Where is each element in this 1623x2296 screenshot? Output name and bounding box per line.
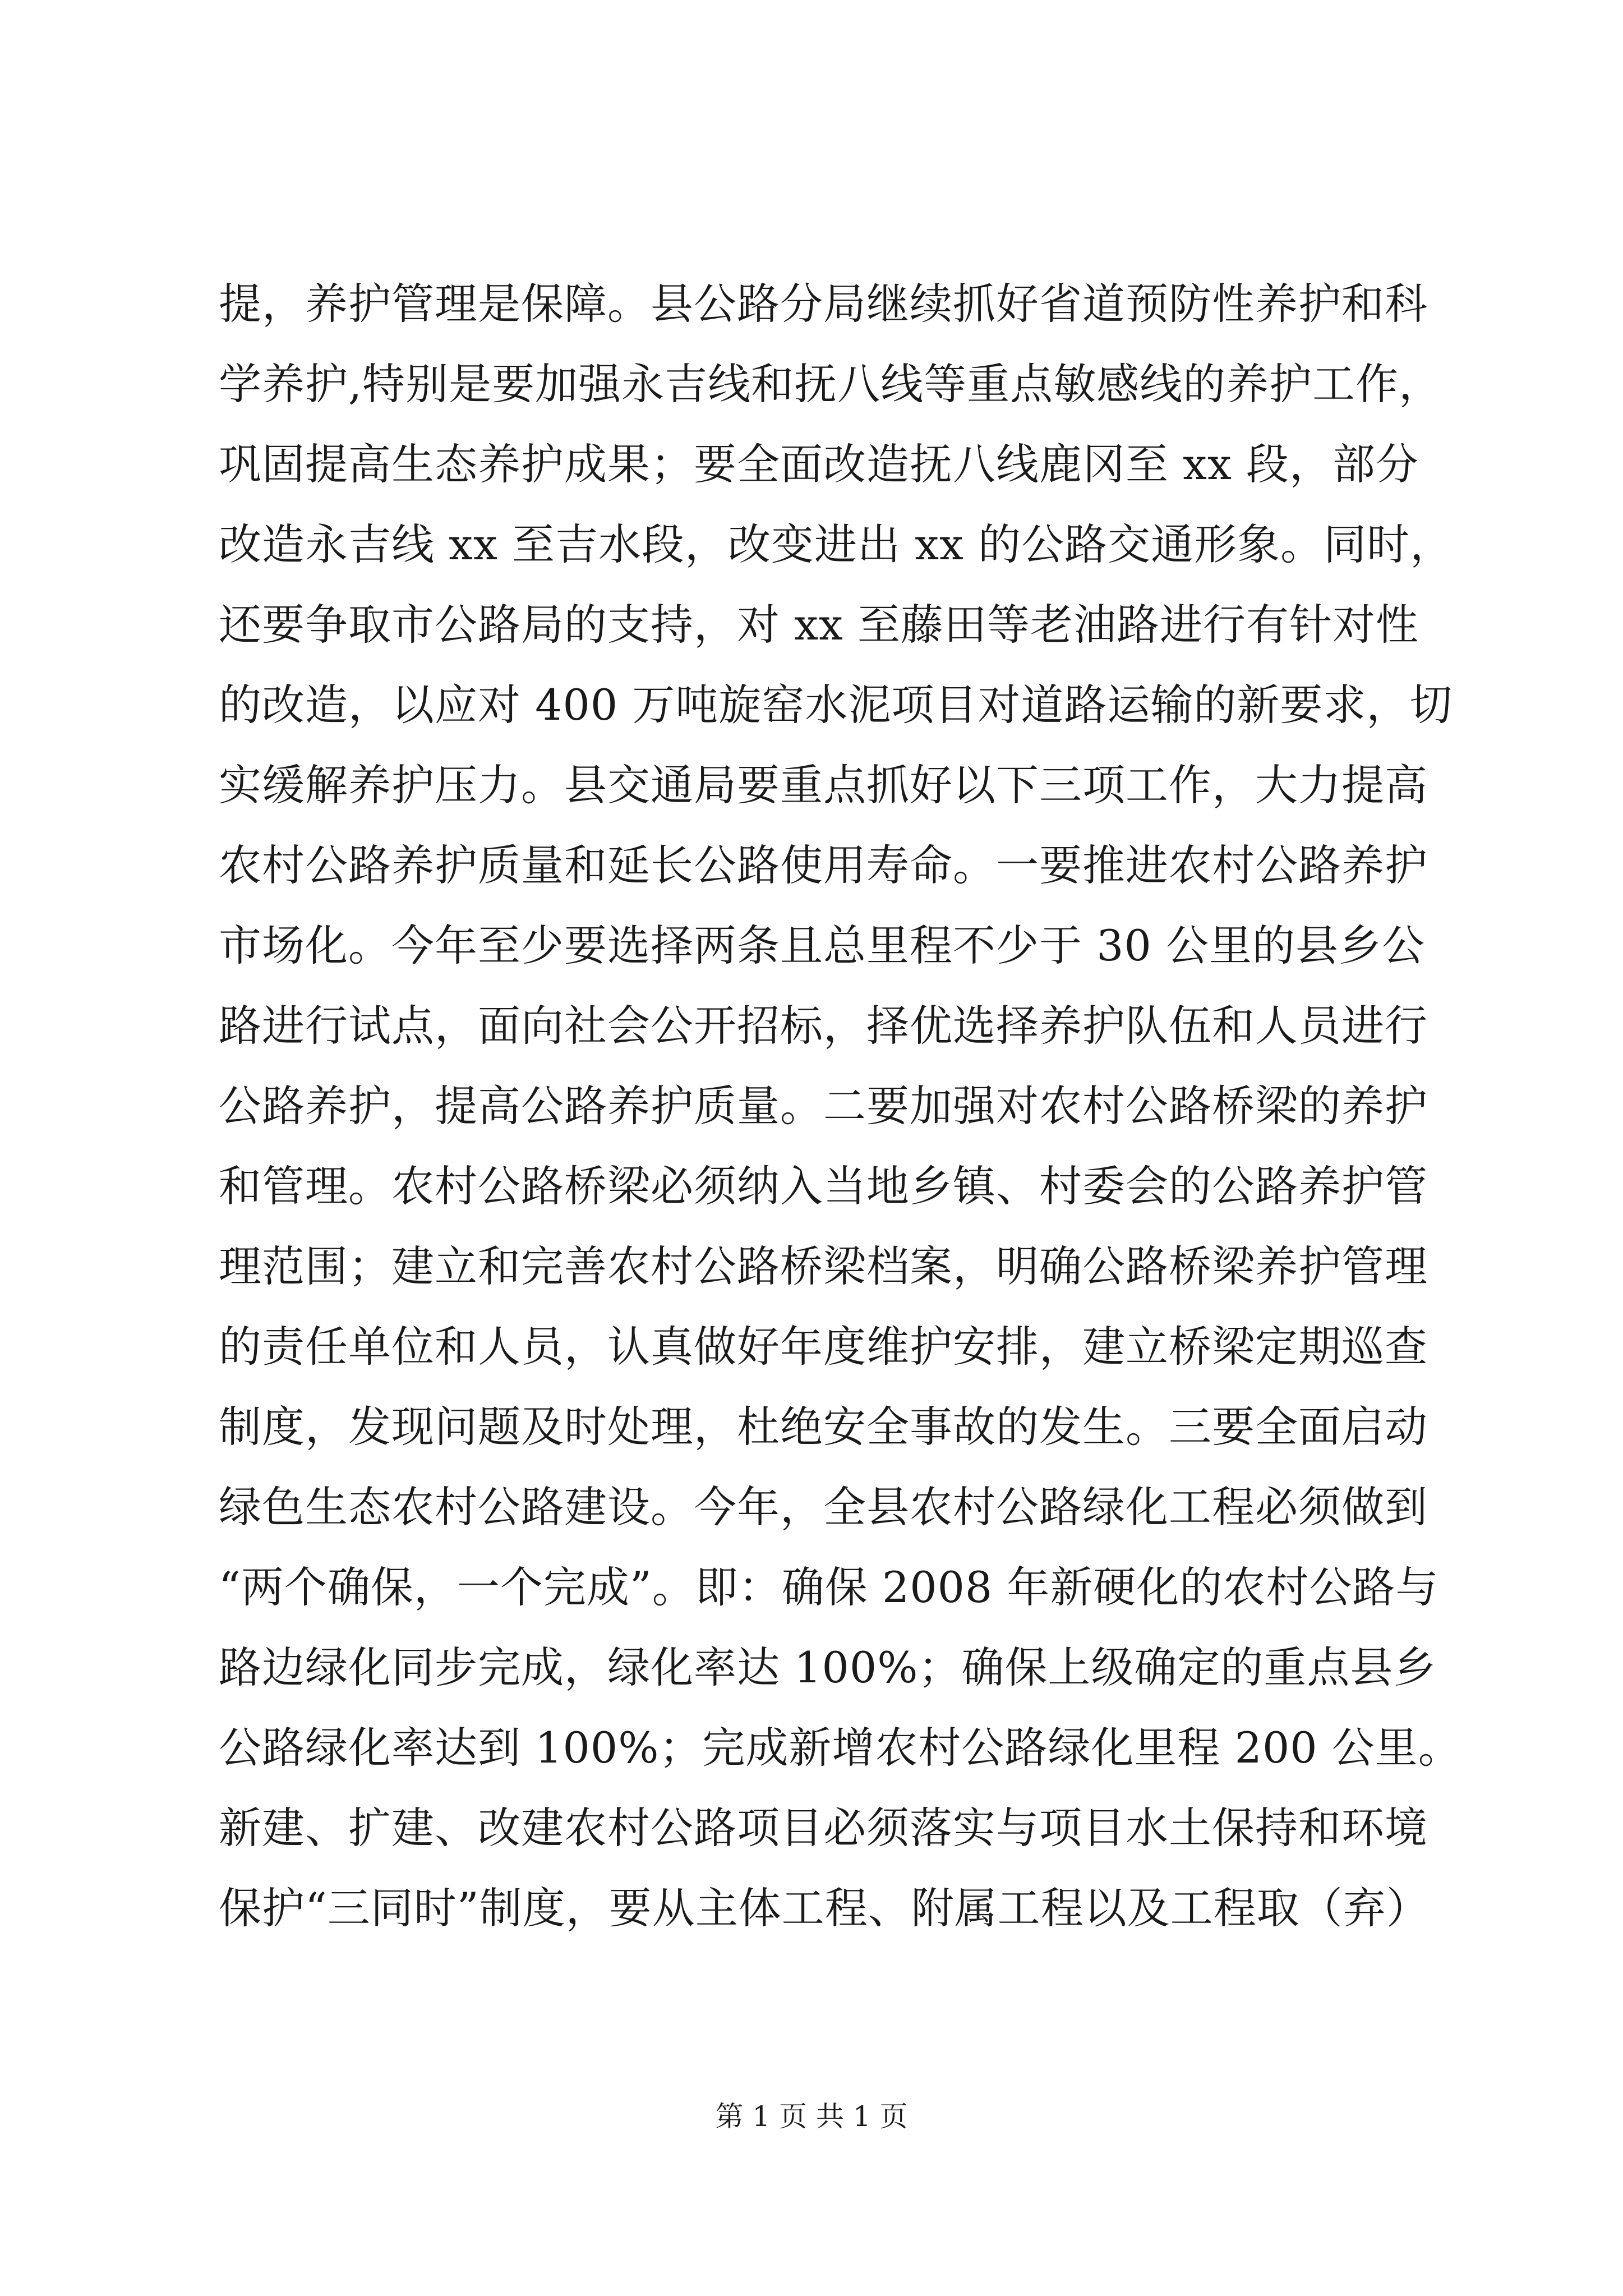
text-line: 新建、扩建、改建农村公路项目必须落实与项目水土保持和环境 (219, 1803, 1428, 1853)
text-line: 路进行试点，面向社会公开招标，择优选择养护队伍和人员进行 (219, 1001, 1428, 1051)
text-line: “两个确保，一个完成”。即：确保 2008 年新硬化的农村公路与 (219, 1562, 1439, 1612)
text-line: 理范围；建立和完善农村公路桥梁档案，明确公路桥梁养护管理 (219, 1241, 1428, 1291)
text-line: 的改造，以应对 400 万吨旋窑水泥项目对道路运输的新要求，切 (219, 680, 1453, 730)
text-line: 公路绿化率达到 100%；完成新增农村公路绿化里程 200 公里。 (219, 1723, 1461, 1773)
text-line: 绿色生态农村公路建设。今年，全县农村公路绿化工程必须做到 (219, 1482, 1428, 1532)
text-line: 学养护,特别是要加强永吉线和抚八线等重点敏感线的养护工作， (219, 359, 1442, 409)
text-line: 农村公路养护质量和延长公路使用寿命。一要推进农村公路养护 (219, 840, 1428, 890)
text-line: 还要争取市公路局的支持，对 xx 至藤田等老油路进行有针对性 (219, 600, 1419, 650)
text-line: 制度，发现问题及时处理，杜绝安全事故的发生。三要全面启动 (219, 1402, 1428, 1452)
text-line: 提，养护管理是保障。县公路分局继续抓好省道预防性养护和科 (219, 279, 1428, 329)
text-line: 和管理。农村公路桥梁必须纳入当地乡镇、村委会的公路养护管 (219, 1161, 1428, 1211)
text-line: 实缓解养护压力。县交通局要重点抓好以下三项工作，大力提高 (219, 760, 1428, 810)
text-line: 的责任单位和人员，认真做好年度维护安排，建立桥梁定期巡查 (219, 1322, 1428, 1372)
text-line: 改造永吉线 xx 至吉水段，改变进出 xx 的公路交通形象。同时， (219, 519, 1454, 569)
text-line: 保护“三同时”制度，要从主体工程、附属工程以及工程取（弃） (219, 1883, 1430, 1933)
page-footer: 第 1 页 共 1 页 (715, 2100, 908, 2133)
text-line: 巩固提高生态养护成果；要全面改造抚八线鹿冈至 xx 段，部分 (219, 439, 1419, 489)
body-text (219, 264, 1475, 1948)
text-line: 路边绿化同步完成，绿化率达 100%；确保上级确定的重点县乡 (219, 1642, 1437, 1692)
text-line: 公路养护，提高公路养护质量。二要加强对农村公路桥梁的养护 (219, 1081, 1428, 1131)
text-line: 市场化。今年至少要选择两条且总里程不少于 30 公里的县乡公 (219, 921, 1426, 970)
